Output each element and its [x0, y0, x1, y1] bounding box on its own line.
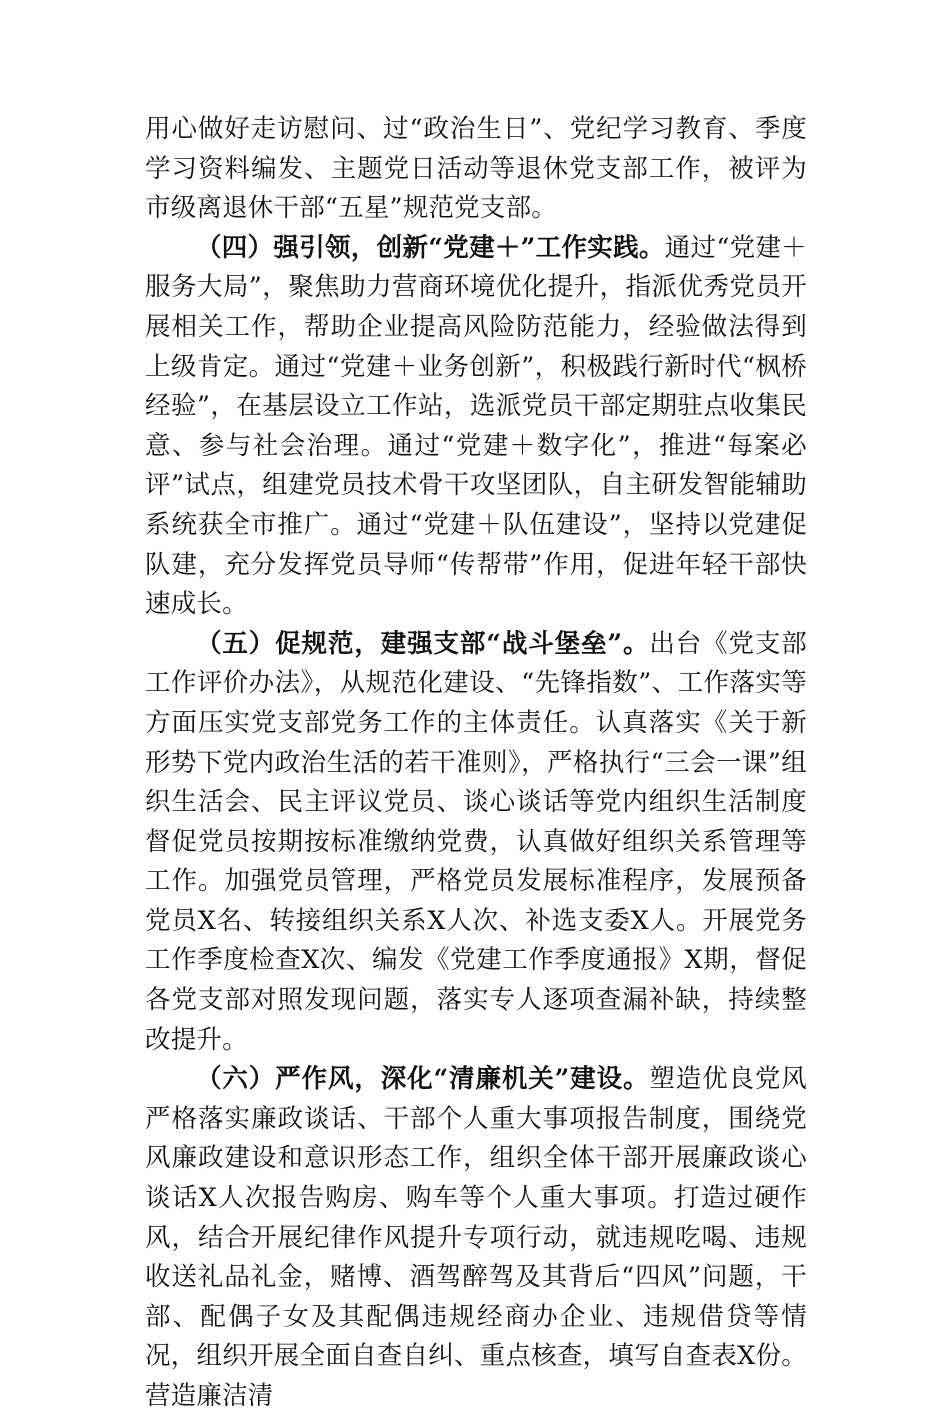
paragraph-text: 塑造优良党风严格落实廉政谈话、干部个人重大事项报告制度，围绕党风廉政建设和意识形态工作，组织全体干部开展廉政谈心谈话X人次报告购房、购车等个人重大事项。打造过硬作风，结合开展纪律作风提升专项行动，就违规吃喝、违规收送礼品礼金，赌博、酒驾醉驾及其背后“四风”问题，干部、配偶子女及其配偶违规经商办企业、违规借贷等情况，组织开展全面自查自纠、重点核查，填写自查表X份。营造廉洁清 — [145, 1064, 808, 1411]
paragraph-section-4 — [145, 229, 807, 625]
paragraph-text: 用心做好走访慰问、过“政治生日”、党纪学习教育、季度学习资料编发、主题党日活动等退休党支部工作，被评为市级离退休干部“五星”规范党支部。 — [145, 114, 807, 224]
section-heading: （六）严作风，深化“清廉机关”建设。 — [196, 1064, 650, 1095]
section-heading: （四）强引领，创新“党建＋”工作实践。 — [196, 232, 665, 263]
paragraph-text: 出台《党支部工作评价办法》，从规范化建设、“先锋指数”、工作落实等方面压实党支部党务工作的主体责任。认真落实《关于新形势下党内政治生活的若干准则》，严格执行“三会一课”组织生活会、民主评议党员、谈心谈话等党内组织生活制度督促党员按期按标准缴纳党费，认真做好组织关系管理等工作。加强党员管理，严格党员发展标准程序，发展预备党员X名、转接组织关系X人次、补选支委X人。开展党务工作季度检查X次、编发《党建工作季度通报》X期，督促各党支部对照发现问题，落实专人逐项查漏补缺，持续整改提升。 — [145, 628, 808, 1055]
paragraph-section-5 — [145, 625, 807, 1061]
document-body — [145, 110, 807, 1417]
section-heading: （五）促规范，建强支部“战斗堡垒”。 — [196, 628, 650, 659]
paragraph-section-6 — [145, 1060, 807, 1416]
paragraph-text: 通过“党建＋服务大局”，聚焦助力营商环境优化提升，指派优秀党员开展相关工作，帮助企业提高风险防范能力，经验做法得到上级肯定。通过“党建＋业务创新”，积极践行新时代“枫桥经验”，在基层设立工作站，选派党员干部定期驻点收集民意、参与社会治理。通过“党建＋数字化”，推进“每案必评”试点，组建党员技术骨干攻坚团队，自主研发智能辅助系统获全市推广。通过“党建＋队伍建设”，坚持以党建促队建，充分发挥党员导师“传帮带”作用，促进年轻干部快速成长。 — [145, 232, 807, 620]
paragraph-continuation — [145, 110, 807, 229]
